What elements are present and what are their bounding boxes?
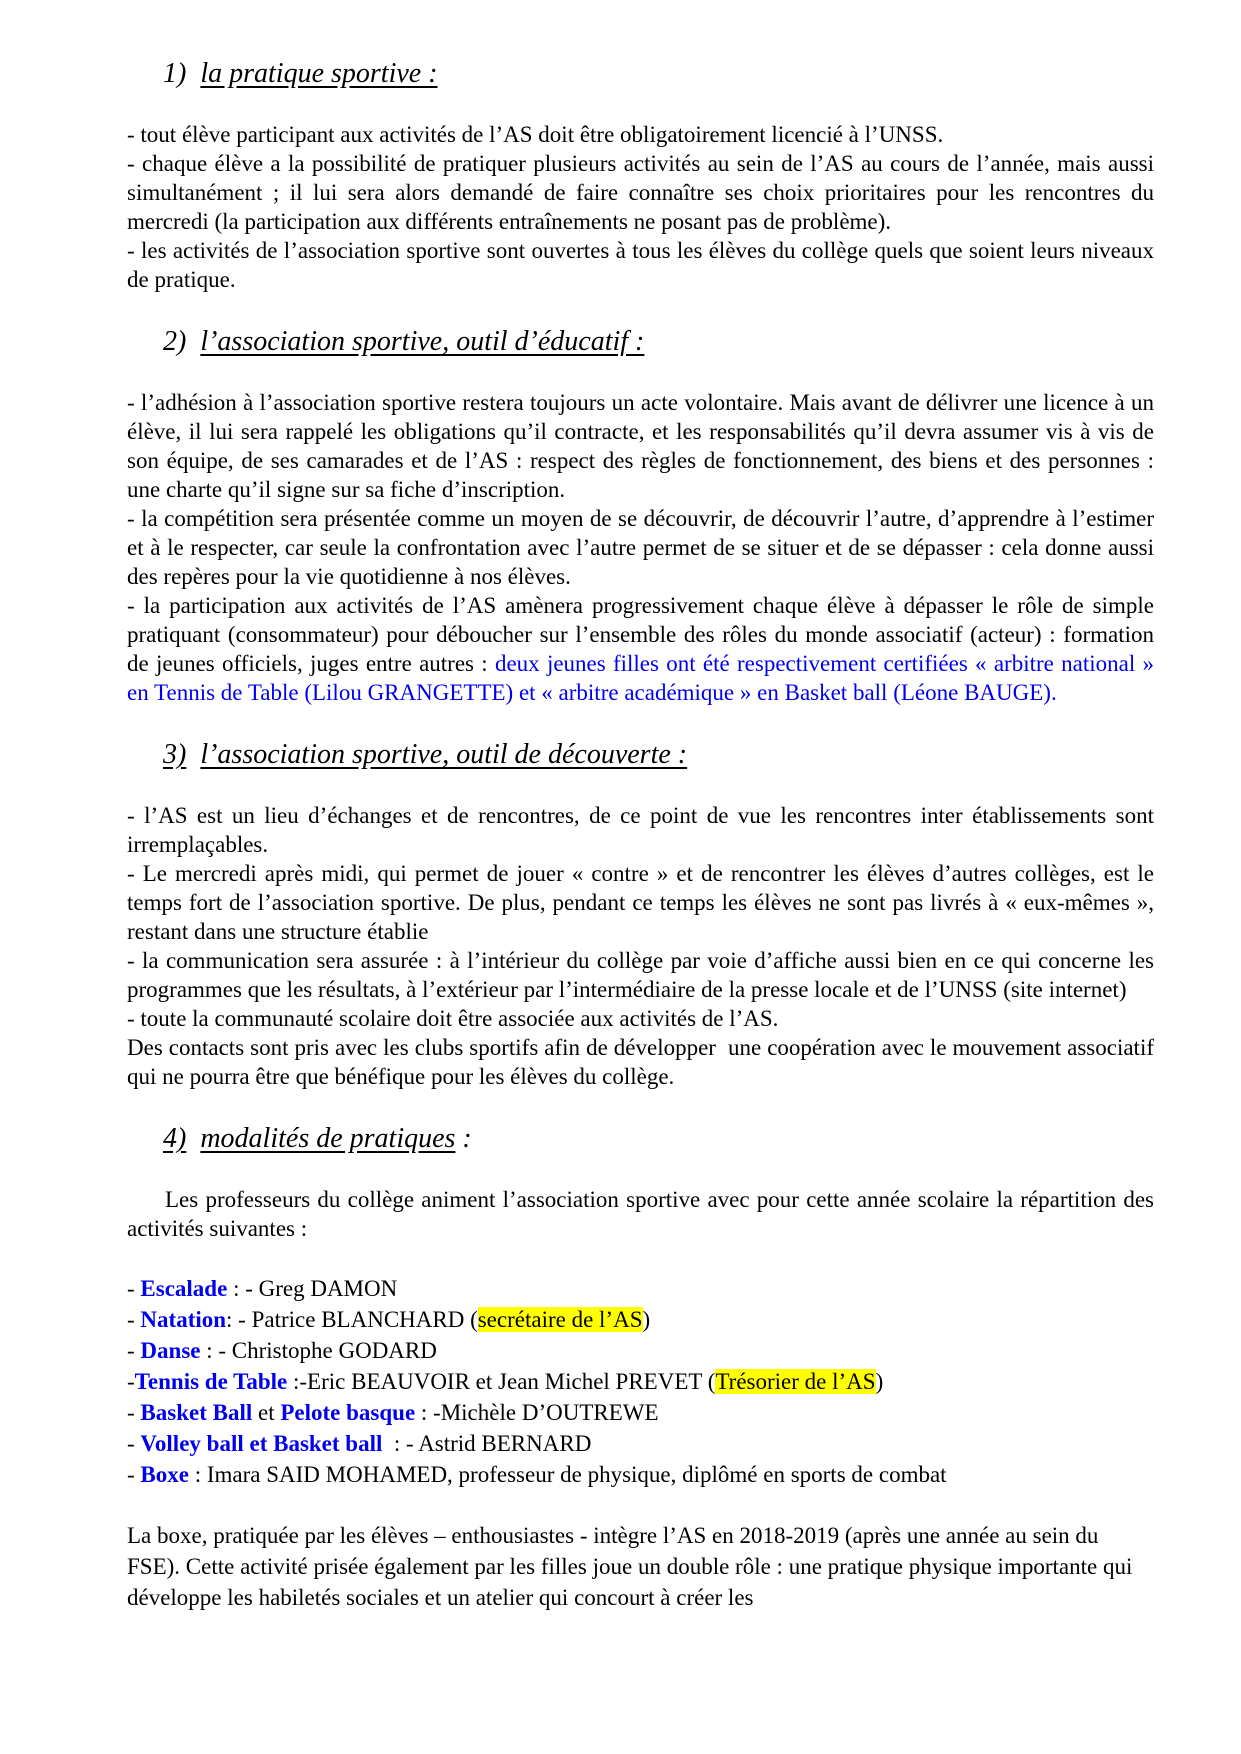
heading-underlined-group [163,739,687,770]
closing-paragraph: La boxe, pratiquée par les élèves – enthousiastes - intègre l’AS en 2018-2019 (après une année au sein du FSE). Cette activité prisée également par les filles joue un double rôle : une pratique physique importante qui développe les habiletés sociales et un atelier qui concourt à créer les [127,1523,1139,1610]
heading-suffix: : [455,1123,472,1154]
paragraph: - chaque élève a la possibilité de pratiquer plusieurs activités au sein de l’AS au cours de l’année, mais aussi simultanément ; il lui sera alors demandé de faire connaître ses choix prioritaires pour les rencontres du mercredi (la participation aux différents entraînements ne posant pas de problème). [127,151,1160,234]
heading-number: 4) [163,1123,187,1154]
text-run: Boxe [140,1462,189,1487]
text-run: : - Patrice BLANCHARD ( [226,1307,478,1332]
text-run: - la participation aux activités de l’AS amènera progressivement chaque élève à dépasser le rôle de simple pratiquant (consommateur) pour déboucher sur l’ensemble des rôles du monde associatif (acteur) : formation de jeunes officiels, juges entre autres : [127,593,1160,676]
activity-item-boxe [127,1459,1154,1490]
paragraph: - l’adhésion à l’association sportive restera toujours un acte volontaire. Mais avant de délivrer une licence à un élève, il lui sera rappelé les obligations qu’il contracte, et les responsabilités qu’il devra assumer vis à vis de son équipe, de ses camarades et de l’AS : respect des règles de fonctionnement, des biens et des personnes : une charte qu’il signe sur sa fiche d’inscription. [127,390,1160,502]
section-modalites-pratiques [127,1121,1160,1613]
text-run: :-Eric BEAUVOIR et Jean Michel PREVET ( [287,1369,716,1394]
text-run: - [127,1369,135,1394]
section-outil-educatif [127,324,1160,707]
text-run: Pelote basque [280,1400,416,1425]
text-run: - [127,1276,141,1301]
text-run: - [127,1307,141,1332]
text-run: - [127,1338,141,1363]
text-run: Volley ball et Basket ball [140,1431,383,1456]
heading-title: l’association sportive, outil de découverte : [200,739,688,770]
section-1-heading [163,56,1154,92]
heading-title: l’association sportive, outil d’éducatif : [200,326,645,357]
paragraph: - les activités de l’association sportive sont ouvertes à tous les élèves du collège quels que soient leurs niveaux de pratique. [127,238,1160,292]
activity-item-tennis-de-table [127,1366,1154,1397]
heading-title: la pratique sportive : [200,58,438,89]
paragraph-with-blue-text [127,591,1160,707]
activity-item-escalade [127,1273,1154,1304]
heading-title: modalités de pratiques [200,1123,456,1154]
heading-number: 3) [163,739,187,770]
text-run: : - Greg DAMON [227,1276,398,1301]
text-run: Trésorier de l’AS [715,1369,876,1394]
text-run: deux jeunes filles ont été respectivement certifiées « arbitre national » en Tennis de Table (Lilou GRANGETTE) et « arbitre académique » en Basket ball (Léone BAUGE). [127,651,1160,705]
text-run: - [127,1400,141,1425]
text-run: Tennis de Table [134,1369,288,1394]
text-run: ) [875,1369,884,1394]
activity-item-volley-basket [127,1428,1154,1459]
text-run: Natation [140,1307,227,1332]
text-run: : - Astrid BERNARD [382,1431,592,1456]
section-4-heading [163,1121,1154,1157]
paragraph: - la communication sera assurée : à l’intérieur du collège par voie d’affiche aussi bien en ce qui concerne les programmes que les résultats, à l’extérieur par l’intermédiaire de la presse locale et de l’UNSS (site internet) [127,948,1160,1002]
section-pratique-sportive [127,56,1160,294]
text-run: ) [642,1307,651,1332]
text-run: - [127,1462,141,1487]
paragraph: - tout élève participant aux activités de l’AS doit être obligatoirement licencié à l’UNSS. [127,122,944,147]
activity-item-natation [127,1304,1154,1335]
paragraph: - l’AS est un lieu d’échanges et de rencontres, de ce point de vue les rencontres inter établissements sont irremplaçables. [127,803,1160,857]
paragraph: Des contacts sont pris avec les clubs sportifs afin de développer une coopération avec le mouvement associatif qui ne pourra être que bénéfique pour les élèves du collège. [127,1035,1160,1089]
section-3-heading [163,737,1154,773]
paragraph: - toute la communauté scolaire doit être associée aux activités de l’AS. [127,1006,779,1031]
paragraph: - la compétition sera présentée comme un moyen de se découvrir, de découvrir l’autre, d’apprendre à l’estimer et à le respecter, car seule la confrontation avec l’autre permet de se situer et de se dépasser : cela donne aussi des repères pour la vie quotidienne à nos élèves. [127,506,1160,589]
section-outil-decouverte [127,737,1160,1091]
activities-list [127,1273,1154,1490]
text-run: Danse [140,1338,201,1363]
text-run: secrétaire de l’AS [477,1307,643,1332]
closing-block [127,1520,1154,1613]
section-2-heading [163,324,1154,360]
text-run: : -Michèle D’OUTREWE [415,1400,659,1425]
text-run: et [252,1400,281,1425]
text-run: Escalade [140,1276,228,1301]
intro-paragraph: Les professeurs du collège animent l’association sportive avec pour cette année scolaire la répartition des activités suivantes : [127,1187,1160,1241]
heading-number: 2) [163,326,187,357]
text-run: - [127,1431,141,1456]
heading-number: 1) [163,58,187,89]
paragraph: - Le mercredi après midi, qui permet de jouer « contre » et de rencontrer les élèves d’autres collèges, est le temps fort de l’association sportive. De plus, pendant ce temps les élèves ne sont pas livrés à « eux-mêmes », restant dans une structure établie [127,861,1160,944]
text-run: : - Christophe GODARD [200,1338,437,1363]
activity-item-basket-pelote [127,1397,1154,1428]
text-run: : Imara SAID MOHAMED, professeur de physique, diplômé en sports de combat [188,1462,947,1487]
activity-item-danse [127,1335,1154,1366]
text-run: Basket Ball [140,1400,253,1425]
